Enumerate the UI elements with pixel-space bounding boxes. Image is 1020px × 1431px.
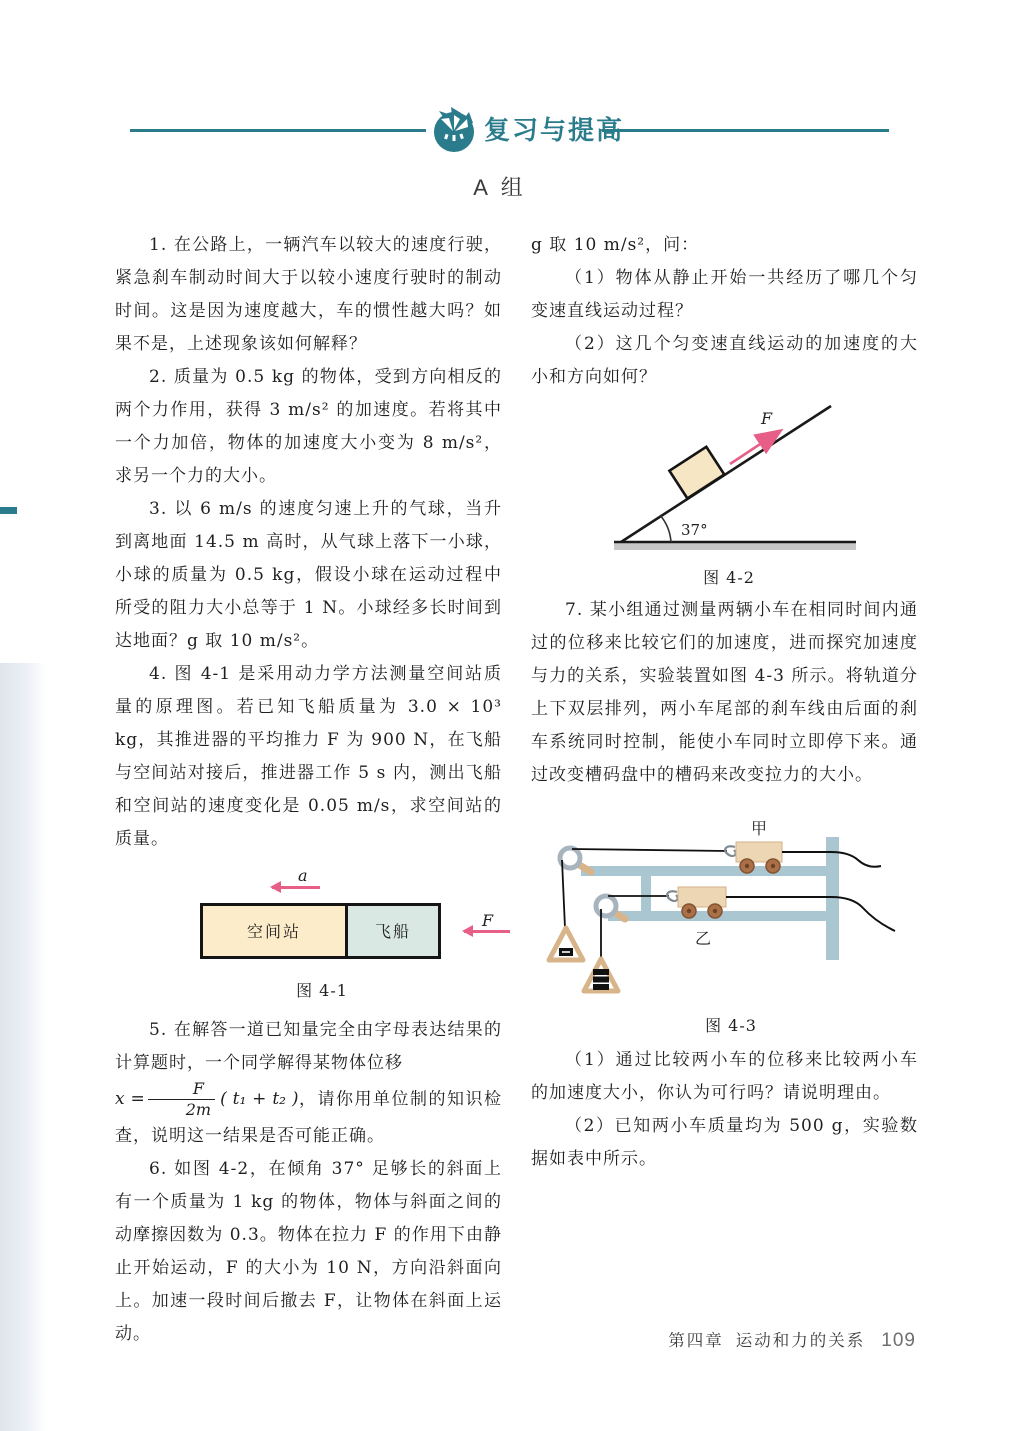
angle-arc <box>660 515 671 542</box>
cart-top-label: 甲 <box>750 819 768 838</box>
wheel-hub <box>687 909 691 913</box>
slotted-weight <box>593 969 609 975</box>
page-edge-teal-mark <box>0 507 17 514</box>
upper-hanger-string <box>562 860 565 928</box>
displacement-formula: x = $\frac{F}{2m}$ ( t₁ + t₂ ) <box>115 1079 299 1120</box>
chapter-title: 运动和力的关系 <box>735 1331 866 1350</box>
problem-4-text: 4. 图 4-1 是采用动力学方法测量空间站质量的原理图。若已知飞船质量为 3.0 × 10³ kg，其推进器的平均推力 F 为 900 N，在飞船与空间站对接后，推进器工作 5 s 内，测出飞船和空间站的速度变化是 0.05 m/s，求空间站的质量。 <box>115 664 502 849</box>
force-label: F <box>482 911 494 930</box>
figure-4-3 <box>531 804 931 1038</box>
problem-6-question-2: （2）这几个匀变速直线运动的加速度的大小和方向如何？ <box>531 334 918 387</box>
problem-6-continuation: g 取 10 m/s²，问： <box>531 235 700 255</box>
upper-string <box>572 849 727 851</box>
angle-label: 37° <box>681 521 708 539</box>
upper-track <box>581 866 839 876</box>
left-column <box>115 229 502 1351</box>
end-post <box>826 837 839 960</box>
review-section-badge: 复习与提高 <box>484 115 625 145</box>
wheel-hub <box>713 909 717 913</box>
cart-bottom <box>678 887 726 907</box>
incline-line <box>621 406 831 542</box>
block-on-incline <box>669 447 724 499</box>
cart-bottom-label: 乙 <box>694 929 712 948</box>
spacecraft-box: 飞船 <box>345 903 441 959</box>
wheel-hub <box>771 864 775 868</box>
header-rule-right <box>602 129 889 132</box>
slotted-weight <box>593 984 609 990</box>
track-connector <box>641 876 651 912</box>
right-column <box>531 229 918 1176</box>
incline-diagram <box>589 402 869 554</box>
slotted-weight <box>593 977 609 983</box>
problem-1-text: 1. 在公路上，一辆汽车以较大的速度行驶，紧急刹车制动时间大于以较小速度行驶时的制动时间。这是因为速度越大，车的惯性越大吗？如果不是，上述现象该如何解释？ <box>115 235 502 354</box>
problem-6-text: 6. 如图 4-2，在倾角 37° 足够长的斜面上有一个质量为 1 kg 的物体，物体与斜面之间的动摩擦因数为 0.3。物体在拉力 F 的作用下由静止开始运动，F 的大小为 10 N，方向沿斜面向上。加速一段时间后撤去 F，让物体在斜面上运动。 <box>115 1158 502 1344</box>
fraction: $\frac{F}{2m}$ <box>148 1080 215 1120</box>
problem-7-question-2: （2）已知两小车质量均为 500 g，实验数据如表中所示。 <box>531 1116 918 1169</box>
lower-track <box>608 911 839 921</box>
figure-4-2-caption: 图 4-2 <box>703 568 755 587</box>
wheel-hub <box>745 864 749 868</box>
acceleration-arrow <box>272 886 320 889</box>
cart-experiment-diagram <box>531 804 931 1002</box>
force-label: F <box>761 409 773 428</box>
lower-pulley-icon <box>596 896 616 916</box>
docked-modules <box>200 903 441 959</box>
applied-force-arrow <box>730 433 777 464</box>
figure-4-3-caption: 图 4-3 <box>705 1016 757 1035</box>
problem-7-text: 7. 某小组通过测量两辆小车在相同时间内通过的位移来比较它们的加速度，进而探究加速度与力的关系，实验装置如图 4-3 所示。将轨道分上下双层排列，两小车尾部的刹车线由后面的刹车系统同时控制，能使小车同时立即停下来。通过改变槽码盘中的槽码来改变拉力的大小。 <box>531 600 918 785</box>
figure-4-2 <box>589 402 869 590</box>
problem-5-text: 5. 在解答一道已知量完全由字母表达结果的计算题时，一个同学解得某物体位移 x = $\frac{F}{2m}$ ( t₁ + t₂ )，请你用单位制的知识检查，说明这一结果是否可能正确。 <box>115 1020 502 1146</box>
problem-3-text: 3. 以 6 m/s 的速度匀速上升的气球，当升到离地面 14.5 m 高时，从气球上落下一小球，小球的质量为 0.5 kg，假设小球在运动过程中所受的阻力大小总等于 1 N。小球经多长时间到达地面？g 取 10 m/s²。 <box>115 499 502 651</box>
page-footer <box>668 1327 916 1352</box>
chapter-number: 第四章 <box>668 1331 724 1350</box>
page-number: 109 <box>881 1330 916 1351</box>
figure-4-1 <box>115 866 502 1012</box>
page-edge-shadow <box>0 663 46 1431</box>
header-rule-left <box>130 129 426 132</box>
problem-2-text: 2. 质量为 0.5 kg 的物体，受到方向相反的两个力作用，获得 3 m/s² 的加速度。若将其中一个力加倍，物体的加速度大小变为 8 m/s²，求另一个力的大小。 <box>115 367 502 486</box>
acceleration-label: a <box>298 866 308 885</box>
group-a-title: A 组 <box>473 175 527 200</box>
review-badge-icon <box>431 105 477 153</box>
space-station-box: 空间站 <box>200 903 348 959</box>
figure-4-1-caption: 图 4-1 <box>296 981 348 1000</box>
ground-shadow <box>614 543 856 550</box>
problem-6-question-1: （1）物体从静止开始一共经历了哪几个匀变速直线运动过程？ <box>531 268 918 321</box>
problem-7-question-1: （1）通过比较两小车的位移来比较两小车的加速度大小，你认为可行吗？请说明理由。 <box>531 1050 918 1103</box>
